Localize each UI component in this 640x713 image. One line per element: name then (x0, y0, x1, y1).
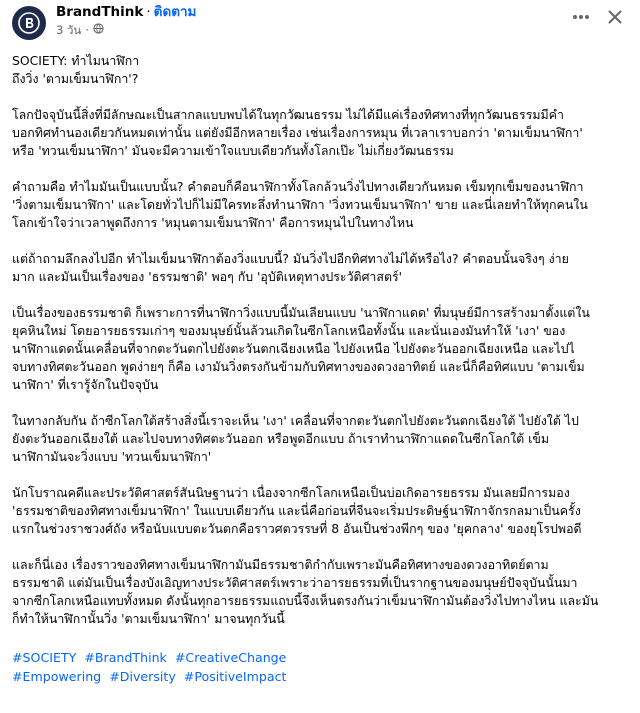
intro-line: SOCIETY: ทำไมนาฬิกา (12, 53, 140, 68)
paragraph-line: นักโบราณคดีและประวัติศาสตร์สันนิษฐานว่า เนื่องจากซีกโลกเหนือเป็นบ่อเกิดอารยธรรม มันเลยมีการมอง (12, 485, 570, 500)
paragraph-line: นาฬิกา' ที่เรารู้จักในปัจจุบัน (12, 377, 159, 392)
paragraph-line: แรกในช่วงราชวงศ์ถัง หรือนับแบบตะวันตกคือราวศตวรรษที่ 8 อันเป็นช่วงพีกๆ ของ 'ยุคกลาง' ของยุโรปพอดี (12, 521, 582, 536)
close-button[interactable] (604, 6, 626, 28)
paragraph-line: มาก และมันเป็นเรื่องของ 'ธรรมชาติ' พอๆ กับ 'อุบัติเหตุทางประวัติศาสตร์' (12, 269, 403, 284)
time-separator: · (85, 23, 89, 37)
paragraph-gap (12, 466, 626, 484)
follow-button[interactable]: ติดตาม (153, 4, 197, 20)
paragraph-line: ในทางกลับกัน ถ้าซีกโลกใต้สร้างสิ่งนี้เราจะเห็น 'เงา' เคลื่อนที่จากตะวันตกไปยังตะวันตกเฉียงใต้ ไปยังใต้ ไป (12, 413, 579, 428)
paragraph-line: แต่ถ้าถามลึกลงไปอีก ทำไมเข็มนาฬิกาต้องวิ่งแบบนี้? มันวิ่งไปอีกทิศทางไม่ได้หรือไง? คำตอบนั้นจริงๆ ง่าย (12, 251, 569, 266)
close-icon (608, 10, 622, 24)
paragraph-gap (12, 88, 626, 106)
paragraph-line: หรือ 'ทวนเข็มนาฬิกา' มันจะมีความเข้าใจแบบเดียวกันทั้งโลกเป๊ะ ไม่เกี่ยงวัฒนธรรม (12, 143, 454, 158)
hashtag-link[interactable]: #SOCIETY (12, 650, 77, 665)
post-timestamp[interactable]: 3 วัน (56, 23, 82, 37)
intro-line: ถึงวิ่ง 'ตามเข็มนาฬิกา'? (12, 71, 139, 86)
page-avatar[interactable] (12, 6, 46, 40)
paragraph-line: ยุคหินใหม่ โดยอารยธรรมเก่าๆ ของมนุษย์นั้นล้วนเกิดในซีกโลกเหนือทั้งนั้น และนั่นเองมันทำให้ 'เงา' ของ (12, 323, 566, 338)
paragraph-line: โลกปัจจุบันนี้สิ่งที่มีลักษณะเป็นสากลแบบพบได้ในทุกวัฒนธรรม ไม่ได้มีแค่เรื่องทิศทางที่ทุกวัฒนธรรมมีคำ (12, 107, 564, 122)
paragraph-line: เป็นเรื่องของธรรมชาติ ก็เพราะการที่นาฬิกาวิ่งแบบนี้มันเลียนแบบ 'นาฬิกาแดด' ที่มนุษย์มีการสร้างมาตั้งแต่ใน (12, 305, 590, 320)
more-horizontal-icon (572, 14, 590, 20)
separator-dot: · (146, 4, 151, 20)
hashtag-link[interactable]: #Empowering (12, 669, 102, 684)
paragraph-gap (12, 160, 626, 178)
hashtag-link[interactable]: #BrandThink (84, 650, 167, 665)
hashtag-link[interactable]: #PositiveImpact (183, 669, 287, 684)
hashtags (12, 648, 626, 686)
name-row (56, 4, 570, 20)
paragraph-gap (12, 628, 626, 646)
paragraph-gap (12, 232, 626, 250)
paragraph-gap (12, 538, 626, 556)
page-name-link[interactable]: BrandThink (56, 4, 144, 20)
paragraph-line: ธรรมชาติ แต่มันเป็นเรื่องบังเอิญทางประวัติศาสตร์เพราะว่าอารยธรรมที่เป็นรากฐานของมนุษย์ปัจจุบันนั้นมา (12, 575, 578, 590)
hashtag-row (12, 648, 626, 667)
hashtag-link[interactable]: #CreativeChange (174, 650, 287, 665)
post-body (8, 52, 632, 686)
hashtag-link[interactable]: #Diversity (109, 669, 176, 684)
post-meta (56, 4, 570, 38)
paragraph-line: คำถามคือ ทำไมมันเป็นแบบนั้น? คำตอบก็คือนาฬิกาทั้งโลกล้วนวิ่งไปทางเดียวกันหมด เข็มทุกเข็มของนาฬิกา (12, 179, 584, 194)
hashtag-row (12, 667, 626, 686)
paragraph-line: 'วิ่งตามเข็มนาฬิกา' และโดยทั่วไปก็ไม่มีใครทะลึ่งทำนาฬิกา 'วิ่งทวนเข็มนาฬิกา' ขาย และนี่เลยทำให้ทุกคนใน (12, 197, 588, 212)
paragraph-line: ก็ทำให้นาฬิกานั้นวิ่ง 'ตามเข็มนาฬิกา' มาจนทุกวันนี้ (12, 611, 285, 626)
paragraph-line: จบทางทิศตะวันออก พูดง่ายๆ ก็คือ เงามันวิ่งตรงกันข้ามกับทิศทางของดวงอาทิตย์ และนี่ก็คือทิศแบบ 'ตามเข็ม (12, 359, 585, 374)
paragraph-line: ยังตะวันออกเฉียงใต้ และไปจบทางทิศตะวันออก หรือพูดอีกแบบ ถ้าเราทำนาฬิกาแดดในซีกโลกใต้ เข็ม (12, 431, 550, 446)
paragraph-line: 'ธรรมชาติของทิศทางเข็มนาฬิกา' ในแบบเดียวกัน และนี่คือก่อนที่จีนจะเริ่มประดิษฐ์นาฬิกาจักรกลมาเป็นครั้ง (12, 503, 581, 518)
paragraph-gap (12, 286, 626, 304)
paragraph-line: จากซีกโลกเหนือแทบทั้งหมด ดังนั้นทุกอารยธรรมแถบนี้จึงเห็นตรงกันว่าเข็มนาฬิกามันต้องวิ่งไปทางไหน และมัน (12, 593, 599, 608)
paragraph-line: โลกเข้าใจว่าเวลาพูดถึงการ 'หมุนตามเข็มนาฬิกา' คือการหมุนไปในทางไหน (12, 215, 414, 230)
globe-icon (93, 22, 104, 38)
paragraph-line: และก็นี่เอง เรื่องราวของทิศทางเข็มนาฬิกามันมีธรรมชาติกำกับเพราะมันคือทิศทางของดวงอาทิตย์ตาม (12, 557, 549, 572)
paragraph-line: นาฬิกามันจะวิ่งแบบ 'ทวนเข็มนาฬิกา' (12, 449, 212, 464)
brandthink-logo-icon (18, 12, 40, 34)
time-row (56, 22, 570, 38)
paragraph-line: บอกทิศทำนองเดียวกันหมดเท่านั้น แต่ยังมีอีกหลายเรื่อง เช่นเรื่องการหมุน ที่เวลาเราบอกว่า 'ตามเข็มนาฬิกา' (12, 125, 583, 140)
post-header (8, 0, 632, 52)
paragraph-gap (12, 394, 626, 412)
paragraph-line: นาฬิกาแดดนั้นเคลื่อนที่จากตะวันตกไปยังตะวันตกเฉียงเหนือ ไปยังเหนือ ไปยังตะวันออกเฉียงเหนือ และไปไ (12, 341, 575, 356)
more-options-button[interactable] (570, 6, 592, 28)
header-actions (570, 4, 632, 28)
